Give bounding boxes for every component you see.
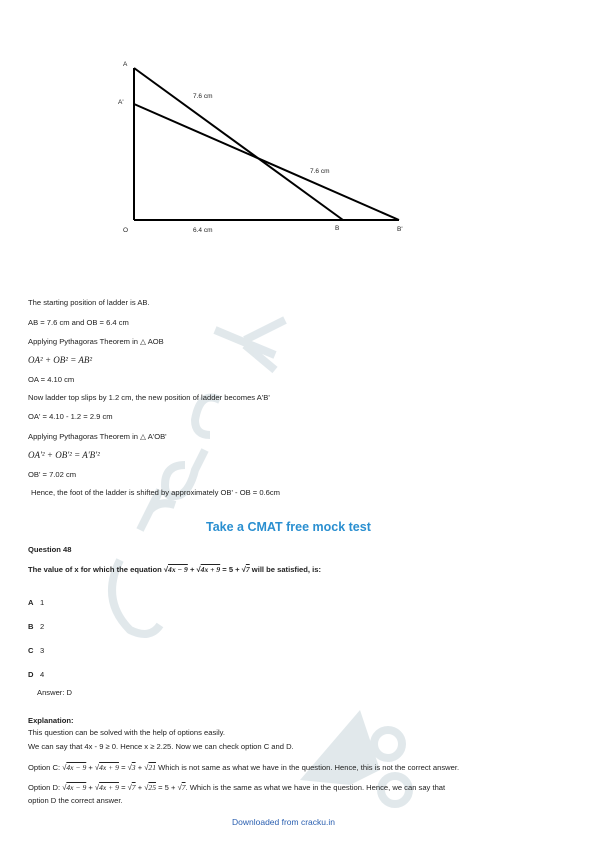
- label-o: O: [123, 227, 129, 234]
- optd-prefix: Option D:: [28, 783, 63, 792]
- explanation-heading: Explanation:: [28, 716, 74, 725]
- solution-line-7-prefix: Applying Pythagoras Theorem in: [28, 432, 141, 441]
- solution-line-4: OA = 4.10 cm: [28, 375, 75, 384]
- option-value: 4: [40, 670, 45, 679]
- solution-line-5: Now ladder top slips by 1.2 cm, the new position of ladder becomes A'B': [28, 393, 270, 402]
- watermark-k: [215, 320, 285, 370]
- equals-part: = 5 +: [220, 565, 242, 574]
- ladder-ab: [134, 68, 343, 220]
- explanation-line-1: This question can be solved with the help of options easily.: [28, 728, 225, 737]
- optd-radicand-c: 7: [131, 783, 136, 792]
- sqrt-symbol: √: [196, 565, 201, 574]
- optc-radicand-c: 3: [131, 763, 136, 772]
- sqrt-symbol: √: [144, 783, 149, 792]
- label-length-right: 7.6 cm: [310, 168, 330, 175]
- solution-line-8: OB' = 7.02 cm: [28, 470, 77, 479]
- optd-suffix: . Which is the same as what we have in the question. Hence, we can say that: [185, 783, 446, 792]
- optd-radicand-e: 7: [181, 783, 186, 792]
- watermark-circle: [374, 730, 402, 758]
- option-a[interactable]: [28, 598, 44, 608]
- optc-prefix: Option C:: [28, 763, 63, 772]
- option-letter: D: [28, 670, 34, 679]
- label-b-prime: B': [397, 226, 403, 233]
- sqrt-symbol: √: [127, 783, 132, 792]
- promo-link[interactable]: Take a CMAT free mock test: [206, 520, 371, 534]
- label-length-top: 7.6 cm: [193, 93, 213, 100]
- ladder-a-prime-b-prime: [134, 104, 399, 220]
- option-value: 1: [40, 598, 45, 607]
- label-a: A: [123, 61, 128, 68]
- question-number: Question 48: [28, 545, 72, 554]
- sqrt-symbol: √: [94, 763, 100, 772]
- option-letter: C: [28, 646, 34, 655]
- sqrt-symbol: √: [241, 565, 246, 574]
- sqrt-symbol: √: [62, 783, 67, 792]
- solution-line-3-suffix: AOB: [146, 337, 164, 346]
- sqrt-symbol: √: [127, 763, 132, 772]
- watermark-c2: [195, 398, 220, 436]
- optc-radicand-a: 4x − 9: [66, 763, 87, 772]
- radicand-1: 4x − 9: [168, 565, 188, 574]
- option-value: 2: [40, 622, 45, 631]
- option-d-explanation-line-2: option D the correct answer.: [28, 796, 123, 805]
- question-text: [28, 565, 321, 575]
- option-letter: B: [28, 622, 34, 631]
- explanation-line-2: We can say that 4x - 9 ≥ 0. Hence x ≥ 2.25. Now we can check option C and D.: [28, 742, 294, 751]
- option-c[interactable]: [28, 646, 44, 656]
- solution-line-6: OA' = 4.10 - 1.2 = 2.9 cm: [28, 412, 113, 421]
- optc-radicand-d: 21: [148, 763, 157, 772]
- sqrt-symbol: √: [163, 565, 169, 574]
- radicand-3: 7: [245, 565, 250, 574]
- label-b: B: [335, 225, 340, 232]
- answer-text: Answer: D: [37, 688, 73, 697]
- question-text-suffix: will be satisfied, is:: [249, 565, 322, 574]
- footer-link[interactable]: Downloaded from cracku.in: [232, 817, 335, 827]
- solution-line-3-prefix: Applying Pythagoras Theorem in: [28, 337, 141, 346]
- triangle-symbol: △: [140, 337, 146, 346]
- sqrt-symbol: √: [94, 783, 100, 792]
- solution-line-2: AB = 7.6 cm and OB = 6.4 cm: [28, 318, 129, 327]
- optd-radicand-a: 4x − 9: [66, 783, 87, 792]
- optd-radicand-d: 25: [148, 783, 157, 792]
- label-a-prime: A': [118, 99, 124, 106]
- solution-line-3: [28, 337, 164, 347]
- optd-radicand-b: 4x + 9: [99, 783, 119, 792]
- option-value: 3: [40, 646, 45, 655]
- solution-line-7-suffix: A'OB': [146, 432, 167, 441]
- sqrt-symbol: √: [177, 783, 182, 792]
- sqrt-symbol: √: [62, 763, 67, 772]
- question-text-prefix: The value of x for which the equation: [28, 565, 164, 574]
- solution-line-7: [28, 432, 167, 442]
- option-d-explanation: Option D: √4x − 9 + √4x + 9 = √7 + √25 = 5 + √7. Which is the same as what we have in the question. Hence, we can say that: [28, 783, 446, 792]
- option-b[interactable]: [28, 622, 44, 632]
- radicand-2: 4x + 9: [200, 565, 221, 574]
- optc-radicand-b: 4x + 9: [99, 763, 119, 772]
- triangle-symbol-2: △: [140, 432, 146, 441]
- equation-2: OA'² + OB'² = A'B'²: [28, 450, 100, 460]
- solution-line-9: Hence, the foot of the ladder is shifted by approximately OB' - OB = 0.6cm: [31, 488, 281, 497]
- option-c-explanation: Option C: √4x − 9 + √4x + 9 = √3 + √21 Which is not same as what we have in the question. Hence, this is not the correct answer.: [28, 763, 460, 772]
- plus-sign: +: [187, 565, 197, 574]
- sqrt-symbol: √: [144, 763, 149, 772]
- equation-1: OA² + OB² = AB²: [28, 355, 93, 365]
- option-letter: A: [28, 598, 34, 607]
- label-length-base: 6.4 cm: [193, 227, 213, 234]
- option-d[interactable]: [28, 670, 44, 680]
- watermark-logo-shape: [300, 710, 380, 785]
- solution-line-1: The starting position of ladder is AB.: [28, 298, 150, 307]
- optc-suffix: Which is not same as what we have in the question. Hence, this is not the correct answer.: [156, 763, 460, 772]
